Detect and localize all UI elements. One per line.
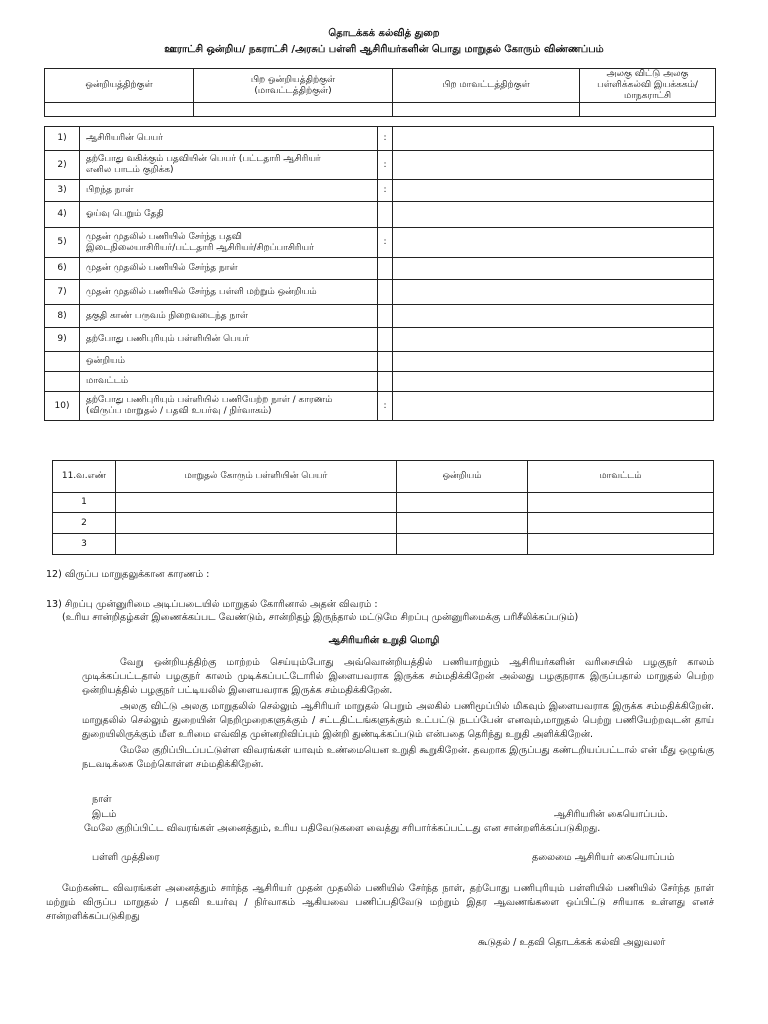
type-unit-cell[interactable]: [580, 103, 716, 117]
detail-row: [45, 328, 714, 352]
detail-row: [45, 352, 714, 372]
detail-row-value[interactable]: [393, 372, 714, 392]
choice-school-cell[interactable]: [116, 493, 397, 513]
choice-school-header: மாறுதல் கோரும் பள்ளியின் பெயர்: [116, 461, 397, 493]
detail-row: [45, 258, 714, 280]
detail-label-line: தற்போது பணிபுரியும் பள்ளியின் பெயர்: [86, 334, 250, 344]
detail-row-number: 10): [45, 392, 80, 421]
detail-row-number: 7): [45, 280, 80, 305]
detail-label-line: இடைநிலையாசிரியர்/பட்டதாரி ஆசிரியர்/சிறப்பாசிரியர்: [86, 242, 314, 253]
detail-row-colon: :: [378, 151, 393, 180]
detail-row-colon: :: [378, 228, 393, 258]
detail-label-line: ஒன்றியம்: [86, 356, 125, 366]
declaration-title: ஆசிரியரின் உறுதி மொழி: [328, 635, 440, 646]
choice-ondriyam-cell[interactable]: [397, 493, 528, 513]
place-label: இடம்: [92, 809, 117, 820]
detail-row: [45, 228, 714, 258]
detail-row-colon: [378, 258, 393, 280]
detail-row-colon: [378, 305, 393, 328]
choice-district-cell[interactable]: [528, 513, 714, 534]
officer-designation: கூடுதல் / உதவி தொடக்கக் கல்வி அலுவலர்: [478, 937, 666, 948]
detail-row: [45, 180, 714, 202]
detail-label-line: எனில பாடம் குறிக்க): [86, 165, 174, 175]
department-title: தொடக்கக் கல்வித் துறை: [328, 28, 440, 39]
detail-row-value[interactable]: [393, 228, 714, 258]
declaration-para-2: அலகு விட்டு அலகு மாறுதலில் செல்லும் ஆசிரியர் மாறுதல் பெறும் அலகில் பணிமூப்பில் மிகவும் இளையவராக இருக்க சம்மதிக்கிறேன். மாறுதலில் செல்லும் துறையின் நெறிமுறைகளுக்கும் / சட்டதிட்டங்களுக்கும் உட்பட்டு நடப்பேன் எனவும்,மாறுதல் பெற்று பணியேற்றவுடன் தாய் துறையிலிருக்கும் மீள உரிமை எவ்வித முன்னறிவிப்பும் இன்றி துண்டிக்கப்படும் என்பதை தெரிந்து உறுதி அளிக்கிறேன்.: [82, 701, 714, 740]
detail-label-line: (விருப்ப மாறுதல் / பதவி உயர்வு / நிர்வாகம்): [86, 406, 272, 416]
detail-row-label: [80, 280, 378, 305]
headmaster-signature-label: தலைமை ஆசிரியர் கையொப்பம்: [532, 852, 675, 863]
detail-row-number: 6): [45, 258, 80, 280]
detail-row: [45, 372, 714, 392]
choice-school-cell[interactable]: [116, 534, 397, 555]
detail-row-colon: :: [378, 180, 393, 202]
detail-row-colon: [378, 372, 393, 392]
officer-certification: மேற்கண்ட விவரங்கள் அனைத்தும் சார்ந்த ஆசிரியர் முதன் முதலில் பணியில் சேர்ந்த நாள், தற்போது பணிபுரியும் பள்ளியில் பணியில் சேர்ந்த நாள் மற்றும் விருப்ப மாறுதல் / பதவி உயர்வு / நிர்வாகம் ஆகியவை பணிப்பதிவேடு மற்றும் இதர ஆவணங்களை ஒப்பிட்டு சரியாக உள்ளது எனச் சான்றளிக்கப்படுகிறது: [46, 883, 714, 922]
detail-row-colon: [378, 352, 393, 372]
detail-row-number: 3): [45, 180, 80, 202]
detail-row: [45, 202, 714, 228]
detail-row-value[interactable]: [393, 180, 714, 202]
teacher-details-table: [44, 126, 714, 421]
detail-label-line: முதன் முதலில் பணியில் சேர்ந்த நாள்: [86, 263, 238, 273]
school-seal-label: பள்ளி முத்திரை: [92, 852, 160, 863]
form-title: ஊராட்சி ஒன்றிய/ நகராட்சி /அரசுப் பள்ளி ஆசிரியர்களின் பொது மாறுதல் கோரும் விண்ணப்பம்: [164, 44, 604, 55]
detail-row-value[interactable]: [393, 352, 714, 372]
choice-sno: 3: [53, 534, 116, 555]
verification-statement: மேலே குறிப்பிட்ட விவரங்கள் அனைத்தும், உரிய பதிவேடுகளை வைத்து சரிபார்க்கப்பட்டது என சான்றளிக்கப்படுகிறது.: [84, 823, 601, 834]
choice-sno: 2: [53, 513, 116, 534]
detail-row-colon: [378, 202, 393, 228]
special-priority-label: 13) சிறப்பு முன்னுரிமை அடிப்படையில் மாறுதல் கோரினால் அதன் விவரம் :: [46, 599, 378, 610]
detail-row: [45, 127, 714, 151]
detail-row-colon: [378, 280, 393, 305]
detail-row-label: [80, 180, 378, 202]
type-other-ondriyam-header: பிற ஒன்றியத்திற்குள் (மாவட்டத்திற்குள்): [194, 69, 393, 103]
detail-row: [45, 305, 714, 328]
detail-label-line: பிறந்த நாள்: [86, 185, 134, 195]
detail-row-colon: :: [378, 392, 393, 421]
choice-ondriyam-cell[interactable]: [397, 534, 528, 555]
transfer-reason-label: 12) விருப்ப மாறுதலுக்கான காரணம் :: [46, 569, 210, 580]
detail-row-label: [80, 352, 378, 372]
choice-ondriyam-cell[interactable]: [397, 513, 528, 534]
detail-row-value[interactable]: [393, 328, 714, 352]
teacher-signature-label: ஆசிரியரின் கையொப்பம்.: [554, 809, 668, 820]
type-ondriyam-cell[interactable]: [45, 103, 194, 117]
type-other-district-cell[interactable]: [393, 103, 580, 117]
detail-row-label: [80, 151, 378, 180]
detail-row-value[interactable]: [393, 127, 714, 151]
detail-row-label: [80, 328, 378, 352]
declaration-para-1: வேறு ஒன்றியத்திற்கு மாற்றம் செய்யும்போது அவ்வொன்றியத்தில் பணியாற்றும் ஆசிரியர்களின் வரிசையில் பழகுநர் காலம் முடிக்கப்பட்டதால் பழகுநர் காலம் முடிக்கப்பட்டோரில் இளையவராக இருக்க சம்மதிக்கிறேன் அல்லது பழகுநராக இருப்பதால் மாறுதல் பெற்ற ஒன்றியத்தில் பழகுநர் பட்டியலில் இளையவராக இருக்க சம்மதிக்கிறேன்.: [82, 657, 714, 696]
choice-ondriyam-header: ஒன்றியம்: [397, 461, 528, 493]
type-ondriyam-header: ஒன்றியத்திற்குள்: [45, 69, 194, 103]
detail-row-label: [80, 202, 378, 228]
choice-sno: 1: [53, 493, 116, 513]
type-other-district-header: பிற மாவட்டத்திற்குள்: [393, 69, 580, 103]
detail-row: [45, 392, 714, 421]
detail-row-value[interactable]: [393, 305, 714, 328]
detail-row-label: [80, 228, 378, 258]
transfer-type-table: [44, 68, 716, 117]
choice-district-header: மாவட்டம்: [528, 461, 714, 493]
detail-label-line: முதன் முதலில் பணியில் சேர்ந்த பதவி: [86, 231, 242, 242]
type-unit-header: அலகு விட்டு அலகு பள்ளிக்கல்வி இயக்ககம்/ மாநகராட்சி: [580, 69, 716, 103]
choice-sno-header: 11.வ.எண்: [53, 461, 116, 493]
detail-row-number: [45, 352, 80, 372]
detail-label-line: மாவட்டம்: [86, 376, 129, 386]
detail-row-value[interactable]: [393, 392, 714, 421]
detail-label-line: ஓய்வு பெறும் தேதி: [86, 209, 164, 219]
type-other-ondriyam-cell[interactable]: [194, 103, 393, 117]
detail-row-number: 9): [45, 328, 80, 352]
detail-row-value[interactable]: [393, 258, 714, 280]
detail-row-label: [80, 127, 378, 151]
detail-row-number: 1): [45, 127, 80, 151]
detail-row: [45, 151, 714, 180]
detail-row-label: [80, 372, 378, 392]
choice-district-cell[interactable]: [528, 534, 714, 555]
detail-row: [45, 280, 714, 305]
detail-label-line: ஆசிரியரின் பெயர்: [86, 133, 163, 143]
date-label: நாள்: [92, 794, 112, 805]
detail-row-value[interactable]: [393, 202, 714, 228]
detail-row-colon: :: [378, 127, 393, 151]
choice-school-cell[interactable]: [116, 513, 397, 534]
detail-row-value[interactable]: [393, 280, 714, 305]
detail-row-number: [45, 372, 80, 392]
detail-row-label: [80, 258, 378, 280]
declaration-para-3: மேலே குறிப்பிடப்பட்டுள்ள விவரங்கள் யாவும் உண்மையென உறுதி கூறுகிறேன். தவறாக இருப்பது கண்டறியப்பட்டால் என் மீது ஒழுங்கு நடவடிக்கை மேற்கொள்ள சம்மதிக்கிறேன்.: [82, 745, 714, 770]
detail-label-line: தற்போது பணிபுரியும் பள்ளியில் பணியேற்ற நாள் / காரணம்: [86, 395, 333, 405]
detail-label-line: முதன் முதலில் பணியில் சேர்ந்த பள்ளி மற்றும் ஒன்றியம்: [86, 286, 317, 297]
detail-row-number: 4): [45, 202, 80, 228]
school-choice-table: [52, 460, 714, 555]
special-priority-note: (உரிய சான்றிதழ்கள் இணைக்கப்பட வேண்டும், சான்றிதழ் இருந்தால் மட்டுமே சிறப்பு முன்னுரிமைக்கு பரிசீலிக்கப்படும்): [62, 612, 579, 623]
detail-row-number: 2): [45, 151, 80, 180]
detail-row-number: 8): [45, 305, 80, 328]
detail-row-label: [80, 392, 378, 421]
detail-row-value[interactable]: [393, 151, 714, 180]
choice-district-cell[interactable]: [528, 493, 714, 513]
detail-row-number: 5): [45, 228, 80, 258]
detail-row-label: [80, 305, 378, 328]
detail-row-colon: [378, 328, 393, 352]
detail-label-line: தற்போது வகிக்கும் பதவியின் பெயர் (பட்டதாரி ஆசிரியர்: [86, 154, 321, 164]
detail-label-line: தகுதி காண் பருவம் நிறைவடைந்த நாள்: [86, 310, 249, 321]
